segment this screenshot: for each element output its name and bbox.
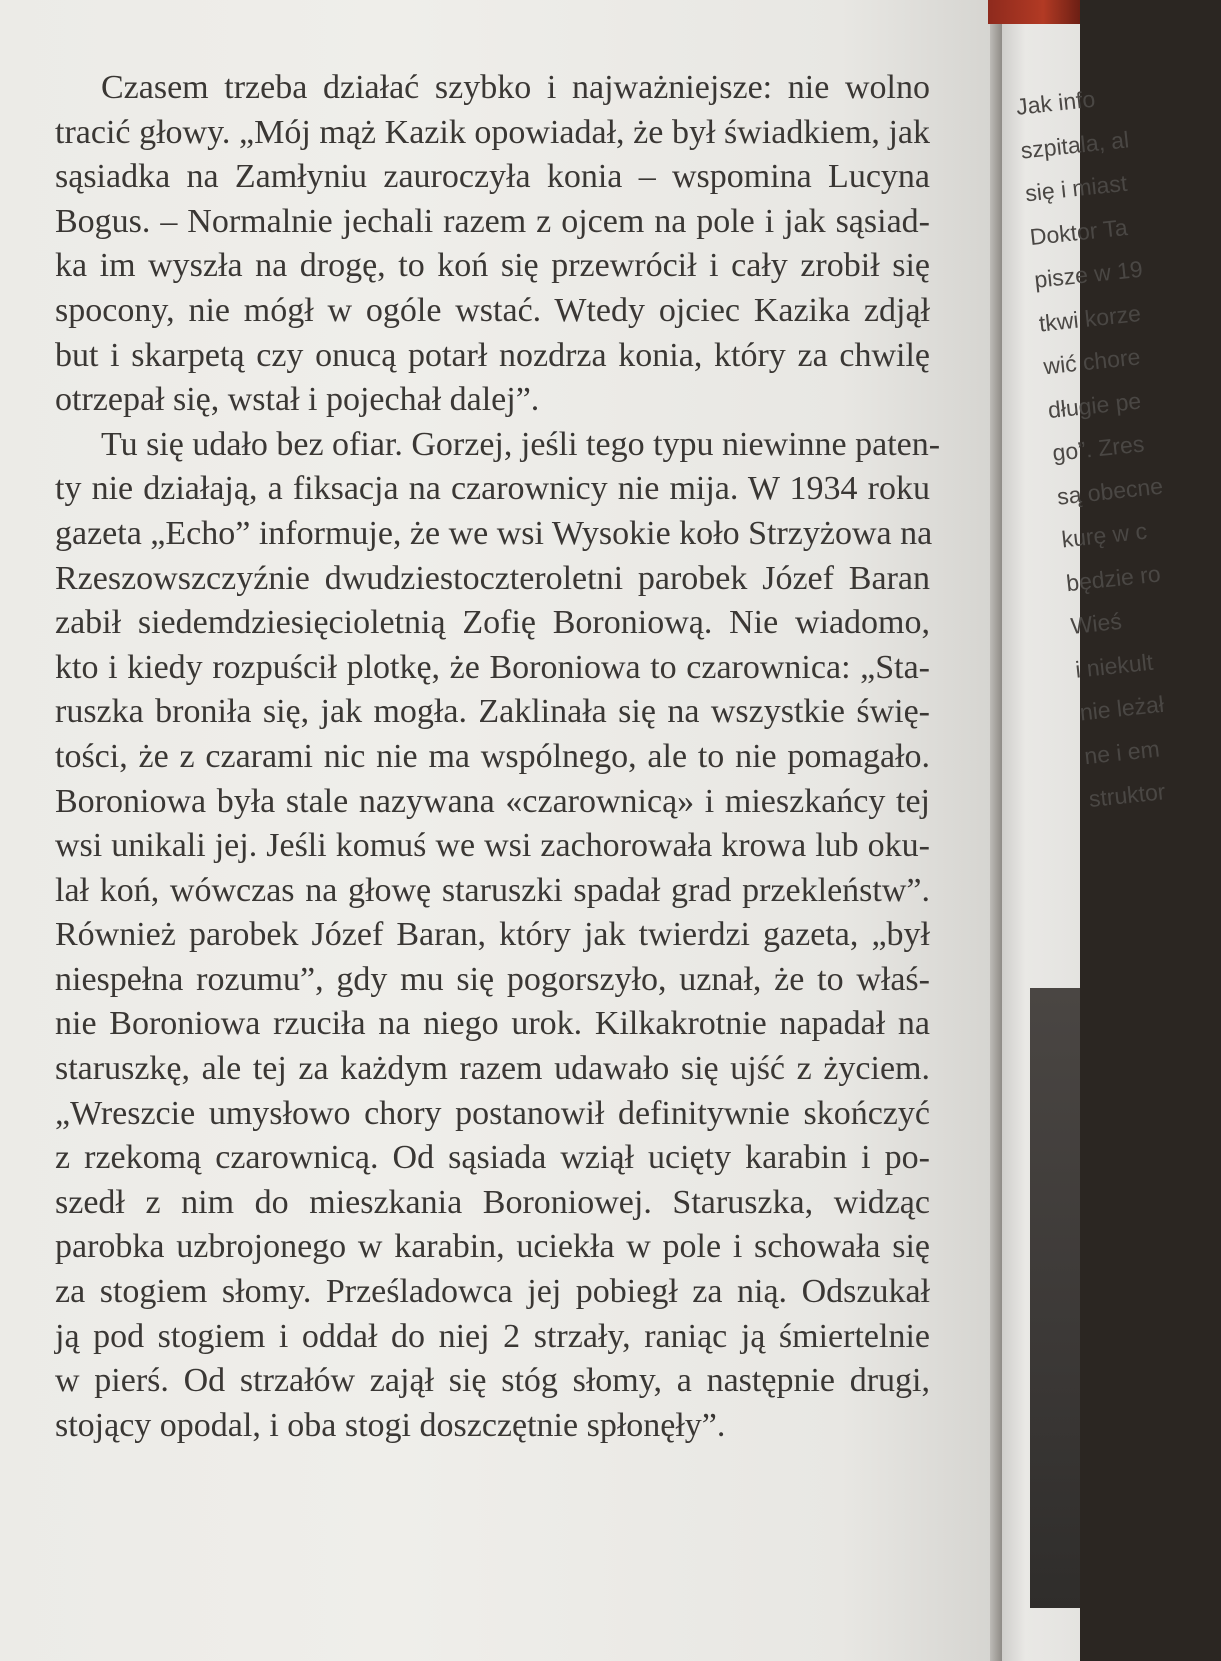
text-line: stojący opodal, i oba stogi doszczętnie spłonęły”.: [55, 1406, 726, 1444]
fragment-line: Jak info: [1014, 85, 1097, 120]
fragment-line: szpitala, al: [1019, 125, 1131, 164]
text-line: „Wreszcie umysłowo chory postanowił definitywnie skończyć: [55, 1094, 930, 1132]
fragment-line: go”. Zres: [1051, 430, 1146, 466]
text-line: ka im wyszła na drogę, to koń się przewrócił i cały zrobił się: [55, 247, 930, 285]
text-line: staruszkę, ale tej za każdym razem udawało się ujść z życiem.: [55, 1050, 930, 1088]
fragment-line: kurę w c: [1060, 517, 1149, 553]
text-line: za stogiem słomy. Prześladowca jej pobiegł za nią. Odszukał: [55, 1273, 930, 1311]
text-line: tracić głowy. „Mój mąż Kazik opowiadał, że był świadkiem, jak: [55, 113, 930, 151]
paragraph-1: [55, 66, 930, 423]
text-line: kto i kiedy rozpuścił plotkę, że Boroniowa to czarownica: „Sta-: [55, 648, 930, 686]
text-line: tości, że z czarami nic nie ma wspólnego, ale to nie pomagało.: [55, 737, 930, 775]
text-line: szedł z nim do mieszkania Boroniowej. Staruszka, widząc: [55, 1183, 930, 1221]
fragment-line: będzie ro: [1064, 559, 1162, 596]
text-line: parobka uzbrojonego w karabin, uciekła w pole i schowała się: [55, 1228, 930, 1266]
text-line: ruszka broniła się, jak mogła. Zaklinała się na wszystkie świę-: [55, 693, 930, 731]
fragment-line: nie leżał: [1078, 690, 1166, 726]
text-line: Bogus. – Normalnie jechali razem z ojcem na pole i jak sąsiad-: [55, 202, 930, 240]
text-line: sąsiadka na Zamłyniu zauroczyła konia – wspomina Lucyna: [55, 158, 930, 196]
text-line: but i skarpetą czy onucą potarł nozdrza konia, który za chwilę: [55, 336, 930, 374]
fragment-line: pisze w 19: [1033, 255, 1144, 293]
text-line: Boroniowa była stale nazywana «czarownicą» i mieszkańcy tej: [55, 782, 930, 820]
fragment-line: struktor: [1087, 778, 1167, 813]
fragment-line: Wieś: [1069, 607, 1123, 639]
text-line: Rzeszowszczyźnie dwudziestoczteroletni parobek Józef Baran: [55, 559, 930, 597]
text-line: niespełna rozumu”, gdy mu się pogorszyło, uznał, że to właś-: [55, 960, 930, 998]
fragment-line: się i miast: [1023, 169, 1129, 207]
fragment-line: Doktor Ta: [1028, 213, 1129, 250]
text-line: wsi unikali jej. Jeśli komuś we wsi zachorowała krowa lub oku-: [55, 827, 930, 865]
text-line: ty nie działają, a fiksacja na czarownicy nie mija. W 1934 roku: [55, 470, 930, 508]
body-text: [55, 66, 941, 1448]
text-line: Czasem trzeba działać szybko i najważniejsze: nie wolno: [101, 69, 930, 106]
text-line: zabił siedemdziesięcioletnią Zofię Boroniową. Nie wiadomo,: [55, 604, 930, 642]
text-line: spocony, nie mógł w ogóle wstać. Wtedy ojciec Kazika zdjął: [55, 291, 930, 329]
red-book-edge: [988, 0, 1080, 24]
text-line: Również parobek Józef Baran, który jak twierdzi gazeta, „był: [55, 916, 930, 954]
fragment-line: są obecne: [1055, 472, 1165, 510]
text-line: Tu się udało bez ofiar. Gorzej, jeśli tego typu niewinne paten-: [101, 425, 941, 463]
fragment-line: tkwi korze: [1037, 299, 1142, 337]
photo-edge-image: [1030, 988, 1080, 1608]
fragment-line: wić chore: [1042, 343, 1142, 380]
paragraph-2: [55, 423, 941, 1449]
text-line: w pierś. Od strzałów zajął się stóg słomy, a następnie drugi,: [55, 1362, 930, 1400]
text-line: gazeta „Echo” informuje, że we wsi Wysokie koło Strzyżowa na: [55, 514, 933, 552]
book-gutter-shadow: [990, 0, 1002, 1661]
text-line: lał koń, wówczas na głowę staruszki spadał grad przekleństw”.: [55, 871, 930, 909]
fragment-line: i niekult: [1073, 648, 1155, 683]
text-line: z rzekomą czarownicą. Od sąsiada wziął ucięty karabin i po-: [55, 1139, 930, 1177]
text-line: ją pod stogiem i oddał do niej 2 strzały, raniąc ją śmiertelnie: [55, 1317, 930, 1355]
fragment-line: długie pe: [1046, 387, 1143, 423]
text-line: otrzepał się, wstał i pojechał dalej”.: [55, 381, 540, 419]
text-line: nie Boroniowa rzuciła na niego urok. Kilkakrotnie napadał na: [55, 1005, 930, 1043]
fragment-line: ne i em: [1083, 734, 1161, 769]
right-page-text-fragments: [1014, 72, 1221, 821]
